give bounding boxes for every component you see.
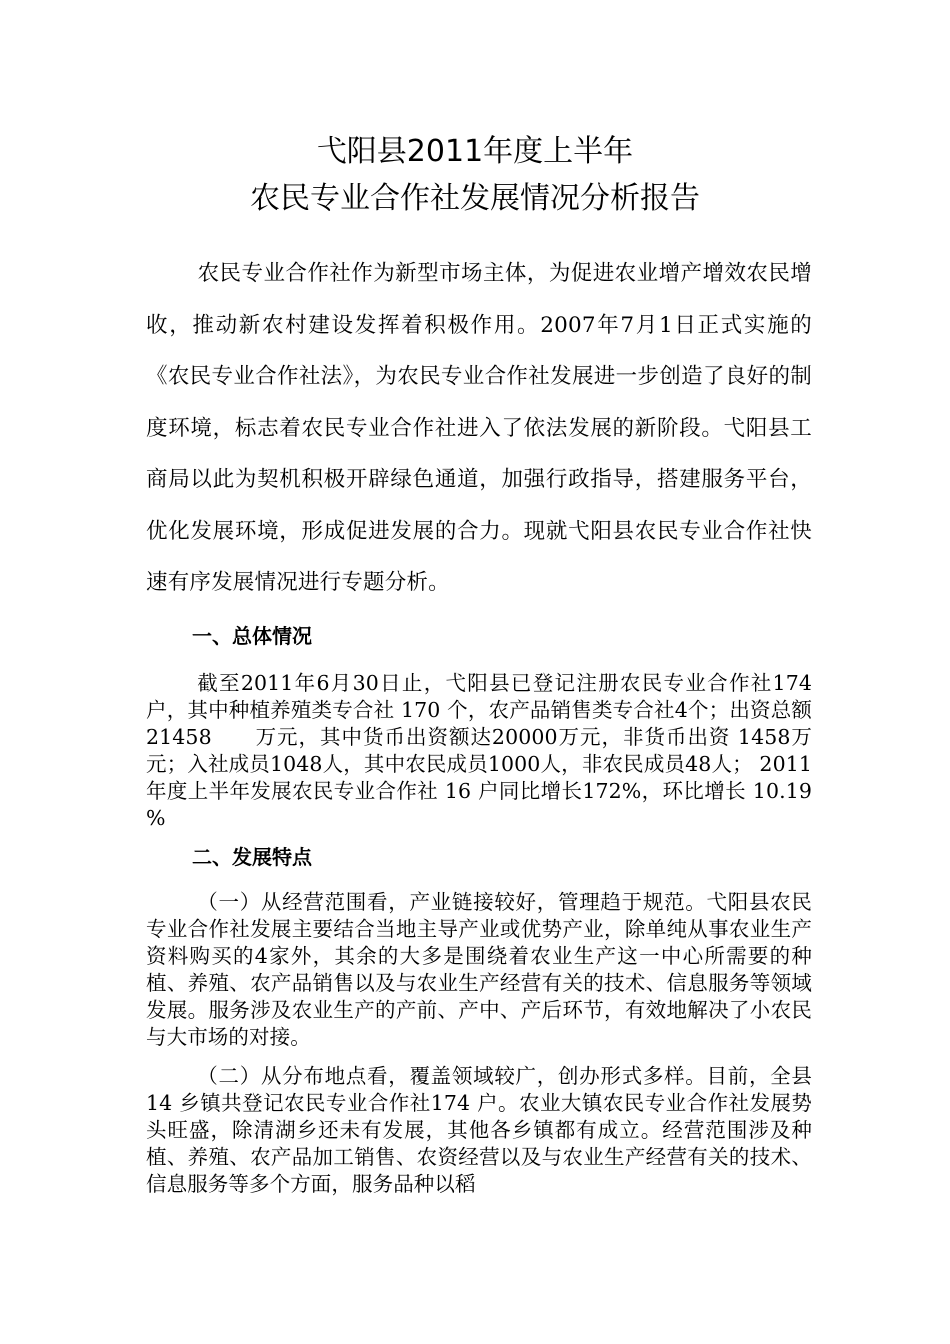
document-title-line1: 弋阳县2011年度上半年 xyxy=(316,134,634,169)
features-paragraph-1: （一）从经营范围看，产业链接较好，管理趋于规范。弋阳县农民专业合作社发展主要结合当地主导产业或优势产业，除单纯从事农业生产资料购买的4家外，其余的大多是围绕着农业生产这一中心所需要的种植、养殖、农产品销售以及与农业生产经营有关的技术、信息服务等领域发展。服务涉及农业生产的产前、产中、产后环节，有效地解决了小农民与大市场的对接。 xyxy=(146,890,812,1049)
section-heading-features: 二、发展特点 xyxy=(192,845,312,869)
intro-paragraph: 农民专业合作社作为新型市场主体，为促进农业增产增效农民增收，推动新农村建设发挥着积极作用。2007年7月1日正式实施的《农民专业合作社法》，为农民专业合作社发展进一步创造了良好的制度环境，标志着农民专业合作社进入了依法发展的新阶段。弋阳县工商局以此为契机积极开辟绿色通道，加强行政指导，搭建服务平台，优化发展环境，形成促进发展的合力。现就弋阳县农民专业合作社快速有序发展情况进行专题分析。 xyxy=(146,261,812,595)
document-title-line2: 农民专业合作社发展情况分析报告 xyxy=(250,181,700,216)
features-paragraph-2: （二）从分布地点看，覆盖领域较广，创办形式多样。目前，全县 14 乡镇共登记农民专业合作社174 户。农业大镇农民专业合作社发展势头旺盛，除清湖乡还未有发展，其他各乡镇都有成立。经营范围涉及种植、养殖、农产品加工销售、农资经营以及与农业生产经营有关的技术、信息服务等多个方面，服务品种以稻 xyxy=(146,1064,812,1196)
overview-paragraph: 截至2011年6月30日止，弋阳县已登记注册农民专业合作社174户，其中种植养殖类专合社 170 个，农产品销售类专合社4个；出资总额 21458 万元，其中货币出资额达20000万元，非货币出资 1458万元；入社成员1048人，其中农民成员1000人，非农民成员48人； 2011年度上半年发展农民专业合作社 16 户同比增长172%，环比增长 10.19 % xyxy=(146,671,833,830)
section-heading-overview: 一、总体情况 xyxy=(192,624,312,648)
